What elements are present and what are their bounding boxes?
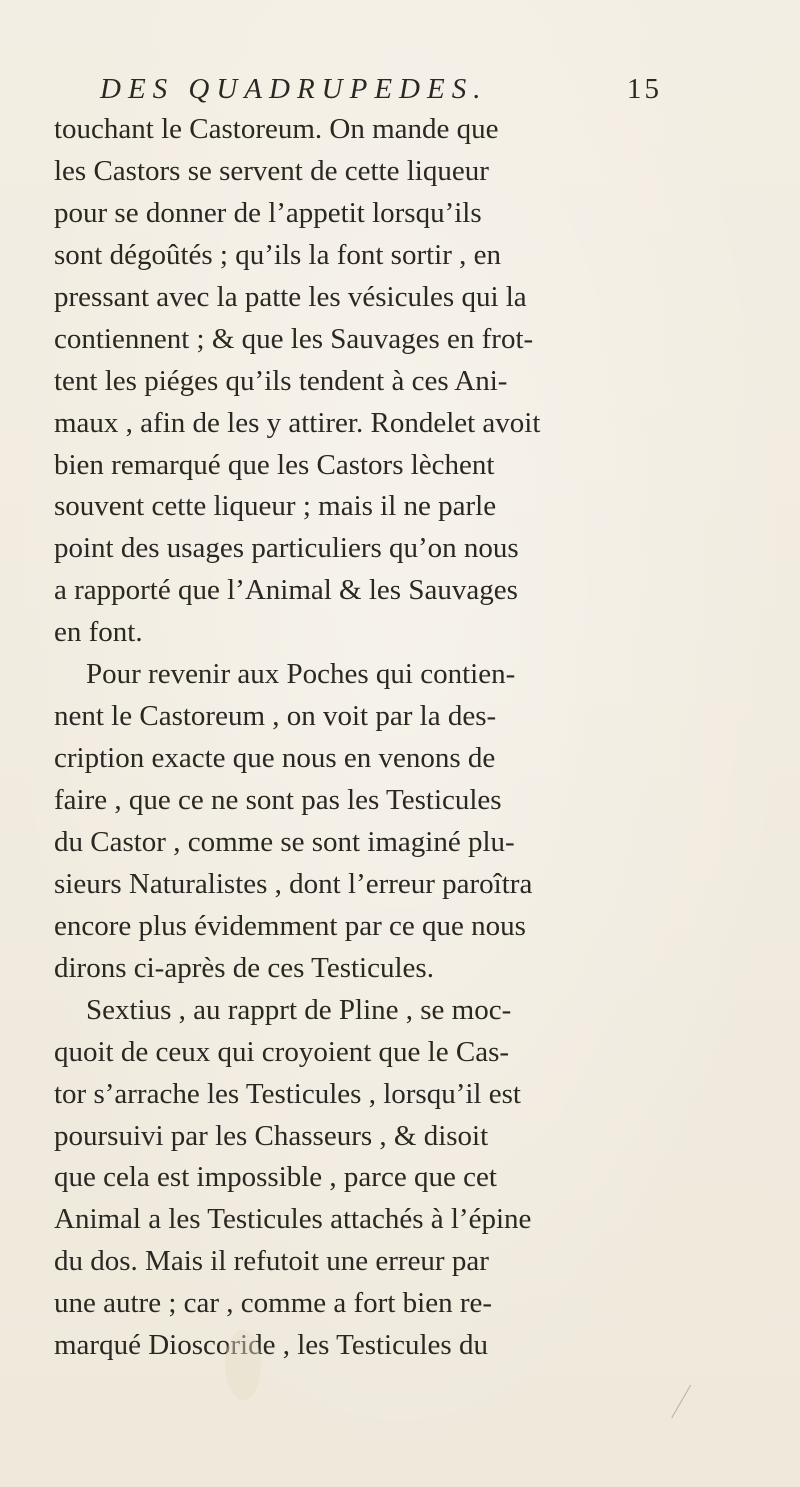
text-line: point des usages particuliers qu’on nous (54, 532, 519, 565)
text-line: tor s’arrache les Testicules , lorsqu’il est (54, 1077, 521, 1110)
body-text (54, 109, 744, 1367)
paper-stain (225, 1330, 261, 1400)
text-line: a rapporté que l’Animal & les Sauvages (54, 574, 518, 607)
text-line: contiennent ; & que les Sauvages en frot- (54, 322, 534, 355)
running-head (100, 73, 662, 109)
text-line: poursuivi par les Chasseurs , & disoit (54, 1119, 489, 1152)
text-line: encore plus évidemment par ce que nous (54, 909, 526, 942)
text-line: nent le Castoreum , on voit par la des- (54, 700, 497, 733)
text-line: bien remarqué que les Castors lèchent (54, 448, 495, 481)
footer-mark (671, 1385, 700, 1423)
text-line: maux , afin de les y attirer. Rondelet avoit (54, 406, 541, 439)
text-line: faire , que ce ne sont pas les Testicules (54, 784, 502, 816)
text-line: pressant avec la patte les vésicules qui la (54, 280, 527, 313)
text-line: Animal a les Testicules attachés à l’épine (54, 1203, 532, 1236)
text-line: une autre ; car , comme a fort bien re- (54, 1287, 493, 1320)
page-number: 15 (627, 73, 662, 105)
text-line: du dos. Mais il refutoit une erreur par (54, 1245, 489, 1278)
text-line: tent les piéges qu’ils tendent à ces Ani- (54, 364, 508, 397)
text-line: marqué Dioscoride , les Testicules du (54, 1329, 488, 1362)
running-head-title: DES QUADRUPEDES. (100, 73, 488, 105)
text-line: sont dégoûtés ; qu’ils la font sortir , en (54, 238, 502, 271)
text-line: cription exacte que nous en venons de (54, 742, 496, 775)
text-line: dirons ci-après de ces Testicules. (54, 951, 434, 984)
text-line-paragraph-start: Pour revenir aux Poches qui contien- (86, 658, 516, 691)
text-line: les Castors se servent de cette liqueur (54, 154, 489, 187)
text-line: en font. (54, 616, 143, 649)
text-line: que cela est impossible , parce que cet (54, 1161, 497, 1194)
text-line: du Castor , comme se sont imaginé plu- (54, 825, 515, 858)
text-line-paragraph-start: Sextius , au rapprt de Pline , se moc- (86, 993, 512, 1026)
text-line: pour se donner de l’appetit lorsqu’ils (54, 196, 482, 229)
text-line: sieurs Naturalistes , dont l’erreur paroîtra (54, 867, 533, 900)
text-line: touchant le Castoreum. On mande que (54, 113, 499, 145)
text-line: quoit de ceux qui croyoient que le Cas- (54, 1035, 510, 1068)
text-line: souvent cette liqueur ; mais il ne parle (54, 490, 497, 523)
